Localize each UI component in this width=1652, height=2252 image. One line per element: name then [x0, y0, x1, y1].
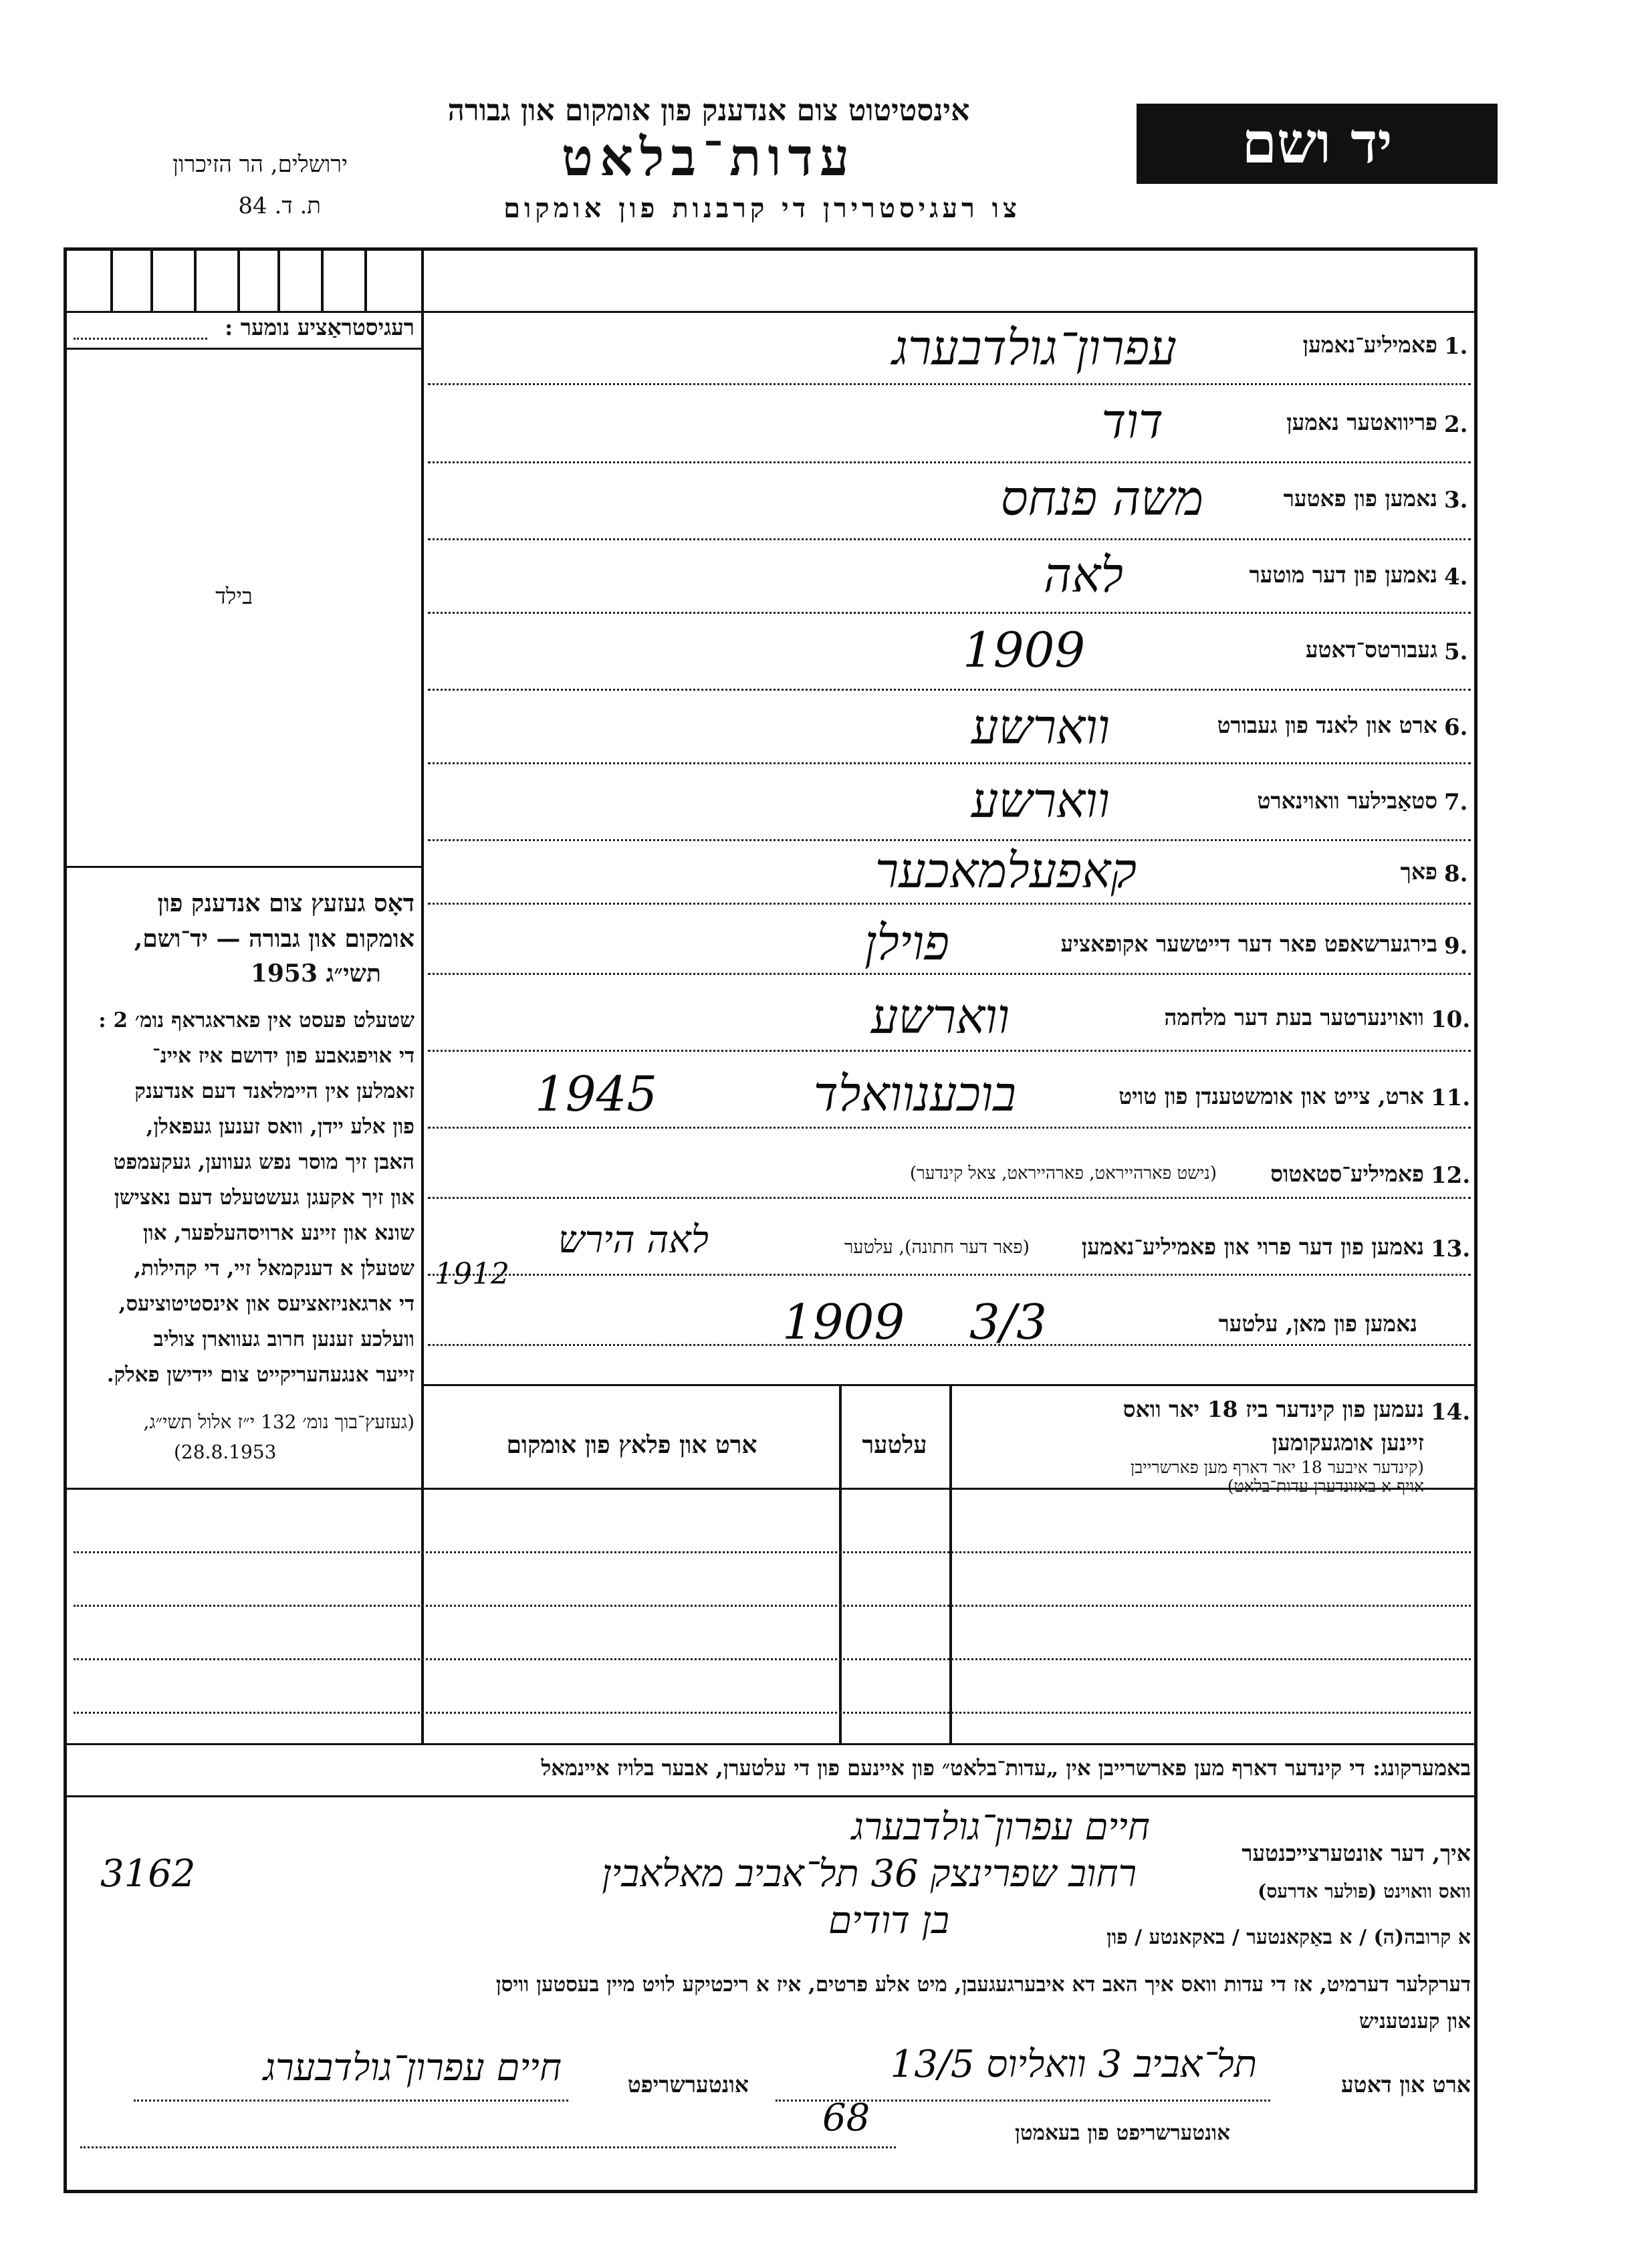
law-body-line: און זיך אקעגן געשטעלט דעם נאצישן	[114, 1186, 415, 1210]
row-line	[428, 839, 1471, 841]
photo-label: בילד	[215, 583, 253, 609]
law-body-line: שטעלט פעסט אין פאראגראף נומ׳ 2 :	[98, 1008, 415, 1032]
col-age-header: עלטער	[862, 1431, 927, 1459]
reg-box-sep	[364, 247, 367, 311]
field-8-label: פאך	[1400, 859, 1437, 885]
field-9-label: בירגערשאפט פאר דער דייטשער אקופאציע	[1060, 931, 1437, 957]
father-name-value[interactable]: משה פנחס	[1000, 470, 1203, 526]
official-signature-field[interactable]	[80, 2146, 896, 2148]
law-body-line: די ארגאניזאציעס און אינסטיטוציעס,	[118, 1292, 415, 1316]
row-line	[428, 383, 1471, 385]
field-11-number: 11.	[1431, 1085, 1471, 1111]
undersigned-name[interactable]: חיים עפרון־גולדבערג	[851, 1805, 1150, 1849]
field-10-label: וואוינערטער בעת דער מלחמה	[1164, 1004, 1424, 1030]
law-body-line: זאמלען אין היימלאנד דעם אנדענק	[134, 1079, 415, 1103]
birthplace-value[interactable]: ווארשע	[971, 699, 1110, 755]
children-table-bottom	[66, 1743, 1478, 1745]
children-label-2: זיינען אומגעקומען	[1272, 1430, 1424, 1456]
field-13-number: 13.	[1431, 1236, 1471, 1262]
law-body-line: די אויפגאבע פון ידושם איז איינ־	[152, 1044, 415, 1068]
field-3-number: 3.	[1444, 487, 1468, 514]
reg-box-sep	[194, 247, 197, 311]
citizenship-value[interactable]: פוילן	[864, 915, 949, 971]
row-line	[428, 973, 1471, 975]
field-9-number: 9.	[1444, 933, 1468, 960]
children-note-2: אויף א באזונדערן עדות־בלאט)	[1227, 1476, 1424, 1496]
place-date-label: ארט און דאטע	[1340, 2071, 1471, 2098]
death-year-value[interactable]: 1945	[535, 1066, 658, 1122]
law-title-1: דאָס געזעץ צום אנדענק פון	[157, 889, 415, 917]
page-title: עדות־בלאט	[561, 127, 856, 188]
institute-location: ירושלים, הר הזיכרון	[172, 151, 348, 178]
children-row[interactable]	[74, 1605, 1471, 1607]
first-name-value[interactable]: דוד	[1101, 393, 1163, 449]
official-signature-label: אונטערשריפט פון בעאמטן	[1015, 2121, 1230, 2145]
field-4-label: נאמען פון דער מוטער	[1249, 562, 1437, 588]
row-line	[428, 1127, 1471, 1129]
field-2-label: פריוואטער נאמען	[1286, 409, 1437, 435]
law-body-line: שונא און זיינע ארויסהעלפער, און	[142, 1221, 415, 1245]
children-col-sep	[949, 1384, 952, 1745]
place-date-field	[776, 2100, 1270, 2102]
surname-value[interactable]: עפרון־גולדבערג	[892, 320, 1177, 376]
mother-name-value[interactable]: לאה	[1043, 547, 1123, 603]
husband-label: נאמען פון מאן, עלטער	[1218, 1311, 1417, 1337]
row-line	[428, 1050, 1471, 1052]
col-place-header: ארט און פלאץ פון אומקום	[506, 1431, 757, 1459]
husband-year-value[interactable]: 1909	[782, 1294, 905, 1350]
institute-name: אינסטיטוט צום אנדענק פון אומקום און גבורה	[447, 94, 970, 128]
signature-label: אונטערשריפט	[627, 2071, 749, 2098]
field-3-label: נאמען פון פאטער	[1283, 485, 1437, 512]
law-body-line: שטעלן א דענקמאל זיי, די קהילות,	[134, 1256, 415, 1280]
relation-value[interactable]: בן דודים	[828, 1899, 949, 1942]
wartime-residence-value[interactable]: ווארשע	[870, 988, 1010, 1044]
row-line	[428, 612, 1471, 614]
signature-value[interactable]: חיים עפרון־גולדבערג	[263, 2046, 562, 2090]
declaration-line-1: דערקלער דערמיט, אז די עדות וואס איך האב דא איבערגעגעבן, מיט אלע פרטים, איז א ריכטיקע לויט מיין בעסטען וויסן	[495, 1973, 1471, 1997]
row-line	[428, 1274, 1471, 1276]
reg-box-sep	[237, 247, 240, 311]
wife-year-value[interactable]: 1912	[435, 1257, 509, 1291]
place-date-value[interactable]: תל־אביב 3 וואליוס 13/5	[890, 2043, 1257, 2086]
field-12-note: (נישט פארהייראט, פארהייראט, צאל קינדער)	[909, 1163, 1217, 1184]
sidebar-divider	[421, 247, 424, 1745]
profession-value[interactable]: קאפעלמאכער	[874, 842, 1137, 899]
field-14-number: 14.	[1431, 1399, 1471, 1426]
children-row[interactable]	[74, 1712, 1471, 1714]
field-1-label: פאמיליע־נאמען	[1302, 332, 1437, 358]
children-row[interactable]	[74, 1658, 1471, 1660]
field-7-label: סטאַבילער וואוינארט	[1257, 788, 1437, 814]
row-line	[428, 903, 1471, 905]
row-line	[428, 1344, 1471, 1346]
death-place-value[interactable]: בוכענוואלד	[813, 1066, 1016, 1122]
undersigned-label: איך, דער אונטערצייכנטער	[1242, 1840, 1471, 1866]
children-note: באמערקונג: די קינדער דארף מען פארשרייבן אין „עדות־בלאט״ פון איינעם פון די עלטערן, אבער בלויז איינמאל	[541, 1755, 1471, 1781]
address-value[interactable]: רחוב שפרינצק 36 תל־אביב מאלאבין	[602, 1852, 1137, 1896]
field-5-label: געבורטס־דאטע	[1305, 637, 1437, 663]
row-line	[428, 538, 1471, 540]
law-body-line: וועלכע זענען חרוב געווארן צוליב	[153, 1327, 415, 1351]
field-8-number: 8.	[1444, 861, 1468, 887]
law-date: (28.8.1953	[174, 1441, 277, 1463]
photo-box-top	[66, 348, 423, 350]
signature-field	[134, 2100, 568, 2102]
field-12-label: פאמיליע־סטאטוס	[1270, 1161, 1424, 1187]
po-box: ת. ד. 84	[238, 193, 321, 219]
reg-box-bottom	[66, 311, 423, 313]
address-label: וואס וואוינט (פולער אדרעס)	[1258, 1880, 1471, 1902]
reg-box-sep	[321, 247, 324, 311]
field-12-number: 12.	[1431, 1162, 1471, 1189]
row-line	[423, 311, 1478, 313]
field-7-number: 7.	[1444, 789, 1468, 816]
footer-top-line	[66, 1795, 1478, 1797]
field-5-number: 5.	[1444, 639, 1468, 665]
residence-value[interactable]: ווארשע	[971, 772, 1110, 828]
row-line	[428, 762, 1471, 764]
law-title-3: תשי״ג 1953	[250, 960, 381, 988]
children-label-1: נעמען פון קינדער ביז 18 יאר וואס	[1123, 1396, 1424, 1422]
wife-name-value[interactable]: לאה הירש	[558, 1218, 709, 1262]
children-note-1: (קינדער איבער 18 יאר דארף מען פארשרייבן	[1130, 1458, 1424, 1477]
field-13-label: נאמען פון דער פרוי און פאמיליע־נאמען	[1081, 1234, 1424, 1260]
field-10-number: 10.	[1431, 1006, 1471, 1033]
row-line	[428, 461, 1471, 463]
yad-vashem-logo: יד ושם	[1137, 104, 1498, 184]
reg-box-sep	[150, 247, 153, 311]
registration-number-label: רעגיסטראַציע נומער :	[225, 314, 415, 340]
photo-box-bottom	[66, 866, 423, 868]
children-row[interactable]	[74, 1551, 1471, 1553]
field-4-number: 4.	[1444, 564, 1468, 590]
law-title-2: אומקום און גבורה — יד־ושם,	[134, 925, 415, 953]
row-line	[428, 689, 1471, 691]
place-date-year[interactable]: 68	[822, 2096, 870, 2140]
law-body-line: פון אלע יידן, וואס זענען געפאלן,	[146, 1115, 415, 1139]
declaration-line-2: און קענטעניש	[1359, 2009, 1471, 2033]
reg-box-sep	[110, 247, 113, 311]
birth-date-value[interactable]: 1909	[963, 622, 1086, 678]
field-13-note: (פאר דער חתונה), עלטער	[844, 1237, 1030, 1258]
field-1-number: 1.	[1444, 333, 1468, 360]
field-11-label: ארט, צייט און אומשטענדן פון טויט	[1118, 1083, 1424, 1109]
law-reference: (געזעץ־בוך נומ׳ 132 י״ז אלול תשי״ג,	[143, 1411, 415, 1433]
address-number[interactable]: 3162	[100, 1852, 196, 1896]
row-line	[428, 1197, 1471, 1199]
husband-value[interactable]: 3/3	[969, 1294, 1047, 1350]
field-6-label: ארט און לאנד פון געבורט	[1217, 712, 1437, 738]
law-body-line: זייער אנגעהעריקייט צום יידישן פאלק.	[106, 1363, 415, 1387]
law-body-line: האבן זיך מוסר נפש געווען, געקעמפט	[113, 1150, 415, 1174]
field-2-number: 2.	[1444, 411, 1468, 438]
page-subtitle: צו רעגיסטרירן די קרבנות פון אומקום	[503, 193, 1021, 224]
field-6-number: 6.	[1444, 714, 1468, 741]
registration-number-field[interactable]	[74, 338, 207, 340]
relation-label: א קרובה(ה) / א באַקאנטער / באקאנטע / פון	[1106, 1926, 1471, 1949]
reg-box-sep	[277, 247, 280, 311]
